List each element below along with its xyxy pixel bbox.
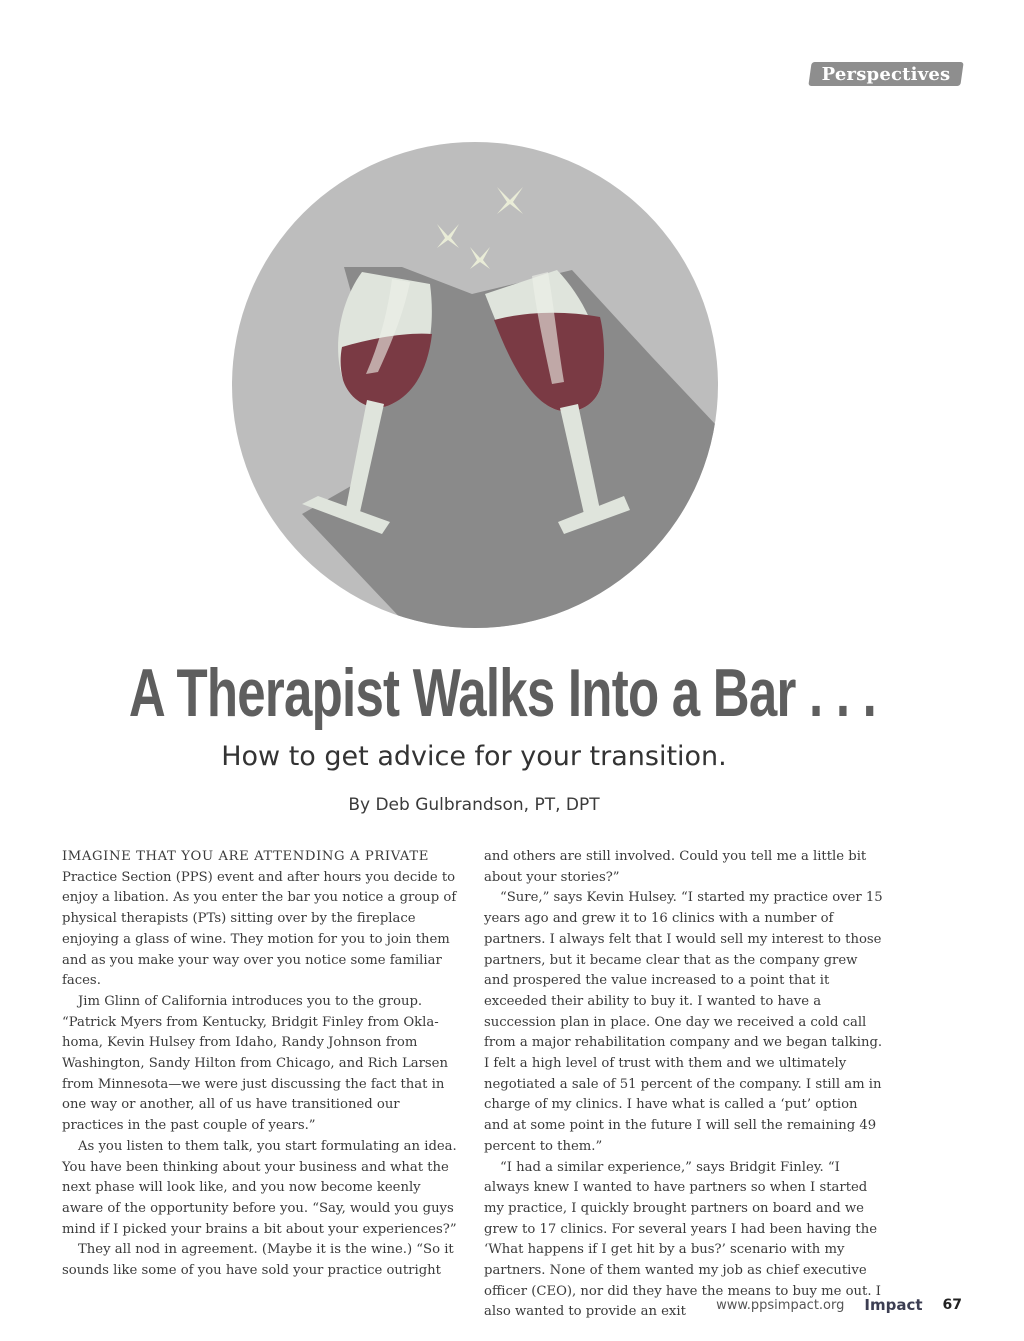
footer-url: www.ppsimpact.org	[716, 1297, 845, 1313]
section-tag-label: Perspectives	[821, 63, 951, 85]
body-paragraph: “Sure,” says Kevin Hulsey. “I started my practice over 15 years ago and grew it to 16 clinics with a number of partners. I always felt that I would sell my interest to those partners, but it became clear that as the company grew and prospered the value increased to a point that it exceeded their ability to buy it. I wanted to have a succession plan in place. One day we received a cold call from a major rehabilitation company and we began talking. I felt a high level of trust with them and we ultimately negotiated a sale of 51 percent of the company. I still am in charge of my clinics. I have what is called a ‘put’ option and at some point in the future I will sell the remaining 49 percent to them.”	[484, 890, 883, 1154]
footer-magazine-name: Impact	[864, 1296, 923, 1314]
page-footer	[716, 1293, 962, 1317]
body-column-left	[62, 847, 464, 1282]
article-title: A Therapist Walks Into a Bar . . .	[128, 655, 877, 731]
body-paragraph: As you listen to them talk, you start formulating an idea. You have been thinking about your business and what the next phase will look like, and you now become keenly aware of the opportunity before you. “Say, would you guys mind if I picked your brains a bit about your experiences?”	[62, 1138, 457, 1237]
paragraph-text: Practice Section (PPS) event and after hours you decide to enjoy a libation. As you enter the bar you notice a group of physical therapists (PTs) sitting over by the fireplace enjoying a glass of wine. They motion for you to join them and as you make your way over you notice some familiar faces.	[62, 869, 457, 989]
body-column-right	[484, 847, 886, 1323]
article-subtitle: How to get advice for your transition.	[221, 741, 727, 772]
body-paragraph: and others are still involved. Could you tell me a little bit about your stories?”	[484, 849, 867, 885]
wine-glasses-toast-icon	[232, 142, 718, 628]
article-byline: By Deb Gulbrandson, PT, DPT	[348, 795, 600, 815]
lead-in-text: IMAGINE THAT YOU ARE ATTENDING A PRIVATE	[62, 849, 429, 864]
body-paragraph	[62, 847, 464, 992]
body-paragraph: Jim Glinn of California introduces you to the group. “Patrick Myers from Kentucky, Bridgit Finley from Okla-homa, Kevin Hulsey from Idaho, Randy Johnson from Washington, Sandy Hilton from Chicago, and Rich Larsen from Minnesota—we were just discussing the fact that in one way or another, all of us have transitioned our practices in the past couple of years.”	[62, 993, 448, 1134]
section-tag	[810, 62, 962, 86]
body-paragraph: They all nod in agreement. (Maybe it is the wine.) “So it sounds like some of you have sold your practice outright	[62, 1242, 454, 1279]
body-paragraph: “I had a similar experience,” says Bridgit Finley. “I always knew I wanted to have partners so when I started my practice, I quickly brought partners on board and we grew to 17 clinics. For several years I had been having the ‘What happens if I get hit by a bus?’ scenario with my partners. None of them wanted my job as chief executive officer (CEO), nor did they have the means to buy me out. I also wanted to provide an exit	[484, 1159, 881, 1320]
page-number: 67	[942, 1297, 962, 1313]
